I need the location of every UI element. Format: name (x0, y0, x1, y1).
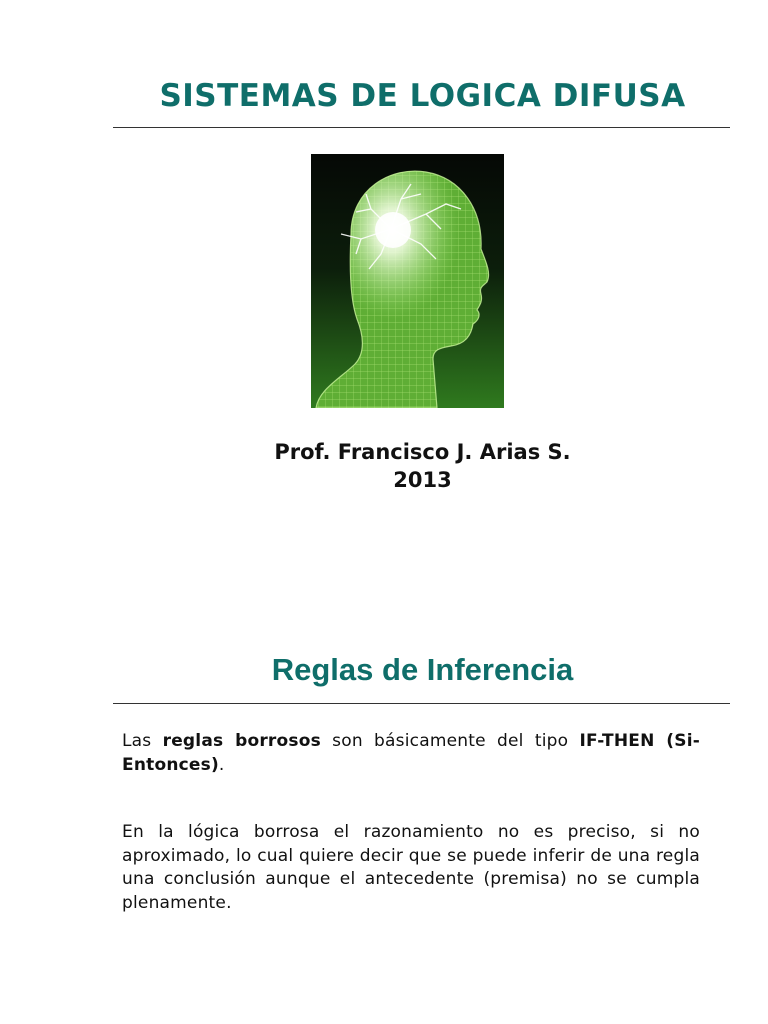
bold-term-reglas: reglas borrosos (162, 731, 321, 751)
paragraph-text: Las (122, 731, 163, 751)
section-title: Reglas de Inferencia (271, 652, 574, 687)
bold-term-if-then: IF-THEN (Si-Entonces) (122, 731, 700, 775)
wireframe-head-illustration-icon (311, 154, 504, 408)
paragraph-text: son básicamente del tipo (320, 731, 580, 751)
paragraph-rules-type (122, 730, 700, 777)
section-divider (113, 703, 730, 704)
paragraph-fuzzy-reasoning: En la lógica borrosa el razonamiento no es preciso, si no aproximado, lo cual quiere decir que se puede inferir de una regla una conclusión aunque el antecedente (premisa) no se cumpla plenamente. (122, 822, 700, 913)
publication-year: 2013 (393, 468, 452, 492)
author-name: Prof. Francisco J. Arias S. (274, 440, 571, 464)
wireframe-head-image (311, 154, 504, 408)
paragraph-text: . (218, 754, 225, 775)
document-title: SISTEMAS DE LOGICA DIFUSA (159, 78, 686, 114)
title-divider (113, 127, 730, 128)
author-block (200, 438, 645, 494)
